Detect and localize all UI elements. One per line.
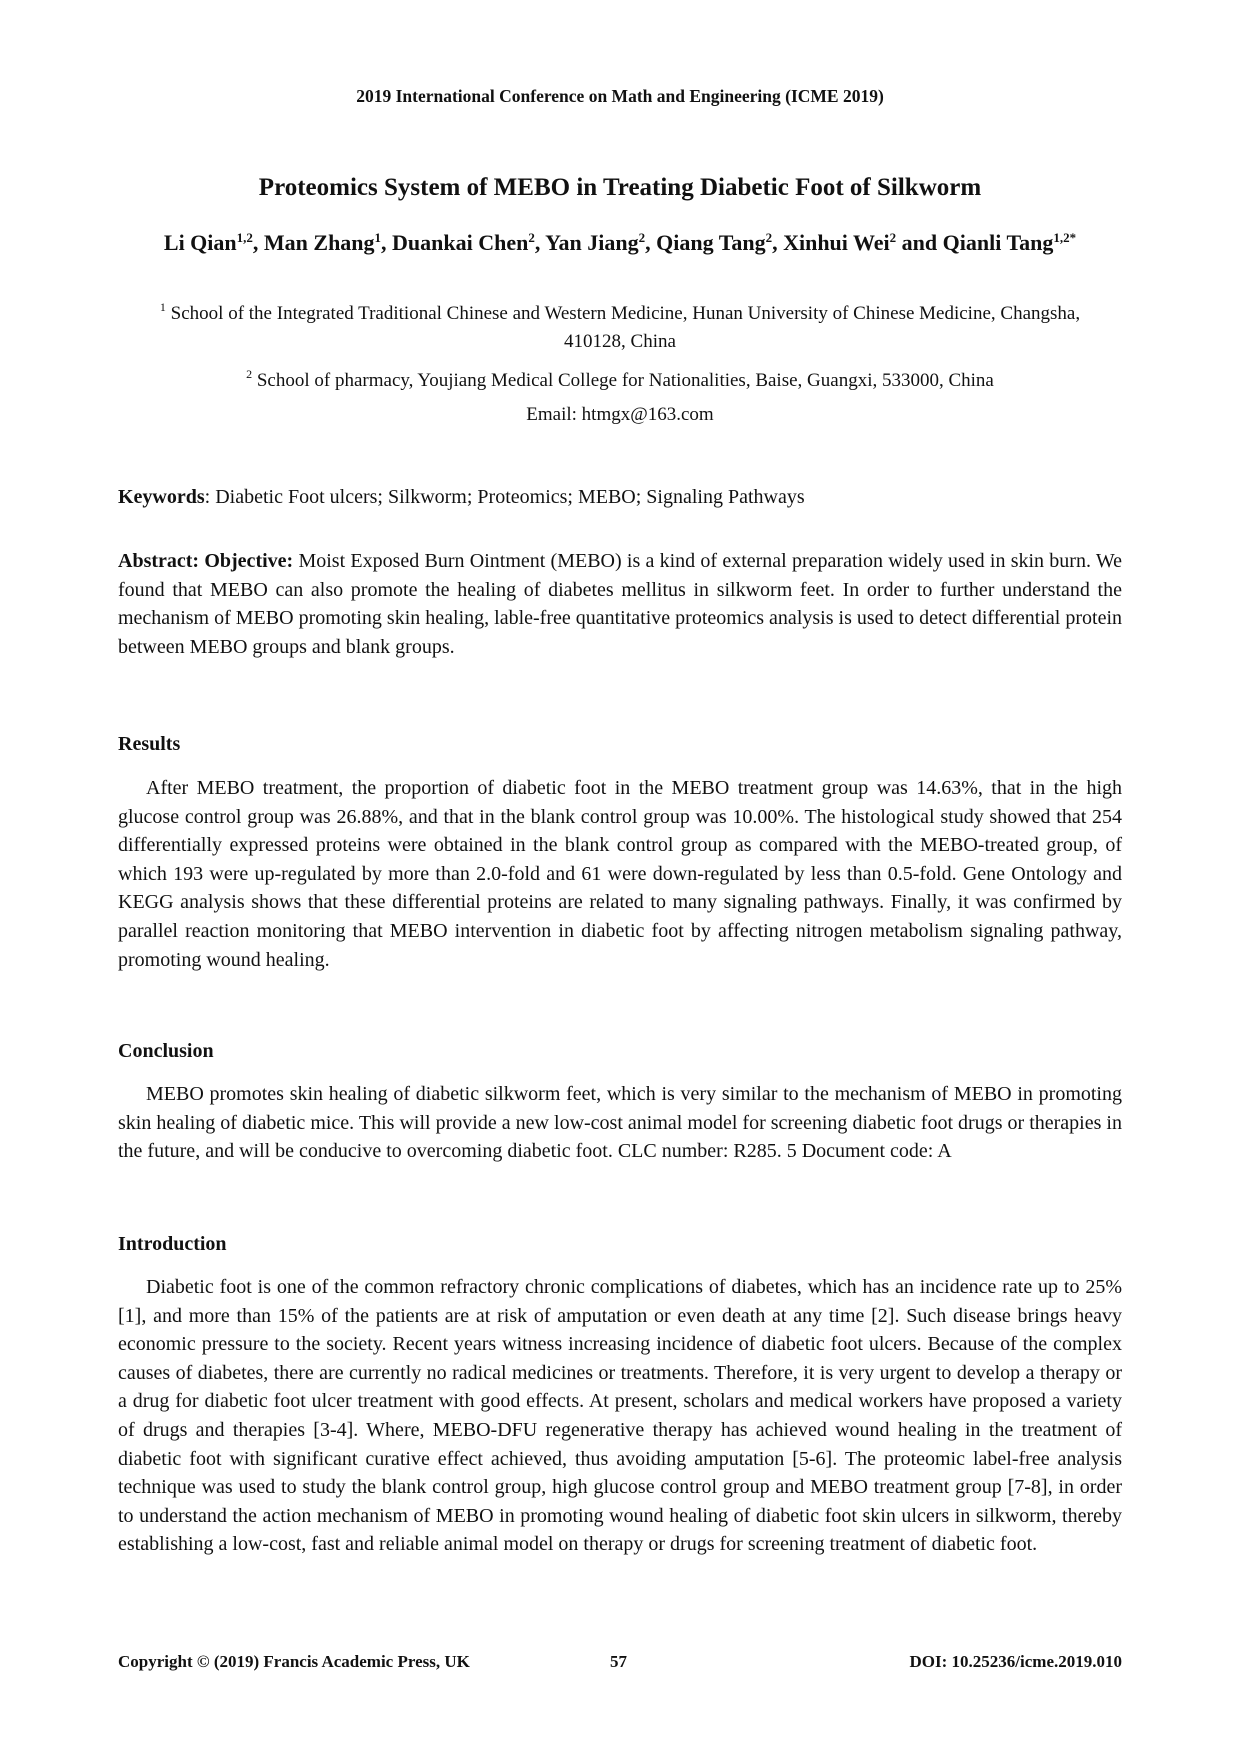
keywords: Keywords: Diabetic Foot ulcers; Silkworm; Proteomics; MEBO; Signaling Pathways [118, 486, 805, 508]
footer-doi: DOI: 10.25236/icme.2019.010 [909, 1652, 1122, 1671]
paper-title: Proteomics System of MEBO in Treating Diabetic Foot of Silkworm [258, 174, 982, 201]
abstract: Abstract: Objective: Moist Exposed Burn Ointment (MEBO) is a kind of external preparation widely used in skin burn. We found that MEBO can also promote the healing of diabetes mellitus in silkworm feet. In order to further understand the mechanism of MEBO promoting skin healing, lable-free quantitative proteomics analysis is used to detect differential protein between MEBO groups and blank groups. [118, 550, 1122, 658]
author: Qiang Tang$^2$, [656, 230, 784, 255]
conclusion-heading: Conclusion [118, 1040, 214, 1062]
author: Li Qian$^{1,2}$, [163, 230, 264, 255]
introduction-paragraph: Diabetic foot is one of the common refractory chronic complications of diabetes, which has an incidence rate up to 25% [1], and more than 15% of the patients are at risk of amputation or even death at any time [2]. Such disease brings heavy economic pressure to the society. Recent years witness increasing incidence of diabetic foot ulcers. Because of the complex causes of diabetes, there are currently no radical medicines or treatments. Therefore, it is very urgent to develop a therapy or a drug for diabetic foot ulcer treatment with good effects. At present, scholars and medical workers have proposed a variety of drugs and therapies [3-4]. Where, MEBO-DFU regenerative therapy has achieved wound healing in the treatment of diabetic foot with significant curative effect achieved, thus avoiding amputation [5-6]. The proteomic label-free analysis technique was used to study the blank control group, high glucose control group and MEBO treatment group [7-8], in order to understand the action mechanism of MEBO in promoting wound healing of diabetic foot skin ulcers in silkworm, thereby establishing a low-cost, fast and reliable animal model on therapy or drugs for screening treatment of diabetic foot. [118, 1276, 1122, 1556]
conference-header: 2019 International Conference on Math and Engineering (ICME 2019) [356, 86, 884, 106]
affiliation-1: $^1$ School of the Integrated Traditional Chinese and Western Medicine, Hunan University of Chinese Medicine, Changsha, 410128, China [159, 300, 1081, 352]
author: Man Zhang$^1$, [263, 230, 393, 255]
author: Xinhui Wei$^2$ and [783, 230, 943, 255]
author: Duankai Chen$^2$, [392, 230, 546, 255]
introduction-heading: Introduction [118, 1233, 227, 1255]
footer-page-number: 57 [610, 1652, 627, 1671]
author-list [125, 228, 1115, 258]
author: Yan Jiang$^2$, [545, 230, 657, 255]
email: Email: htmgx@163.com [526, 404, 714, 425]
results-heading: Results [118, 733, 181, 755]
results-paragraph: After MEBO treatment, the proportion of diabetic foot in the MEBO treatment group was 14.63%, that in the high glucose control group was 26.88%, and that in the blank control group was 10.00%. The histological study showed that 254 differentially expressed proteins were obtained in the blank control group as compared with the MEBO-treated group, of which 193 were up-regulated by more than 2.0-fold and 61 were down-regulated by less than 0.5-fold. Gene Ontology and KEGG analysis shows that these differential proteins are related to many signaling pathways. Finally, it was confirmed by parallel reaction monitoring that MEBO intervention in diabetic foot by affecting nitrogen metabolism signaling pathway, promoting wound healing. [118, 777, 1122, 971]
affiliation-2: $^2$ School of pharmacy, Youjiang Medical College for Nationalities, Baise, Guangxi, 533000, China [246, 367, 994, 391]
author: Qianli Tang$^{1,2*}$ [942, 230, 1077, 255]
footer-copyright: Copyright © (2019) Francis Academic Press, UK [118, 1652, 470, 1671]
conclusion-paragraph: MEBO promotes skin healing of diabetic silkworm feet, which is very similar to the mechanism of MEBO in promoting skin healing of diabetic mice. This will provide a new low-cost animal model for screening diabetic foot drugs or therapies in the future, and will be conducive to overcoming diabetic foot. CLC number: R285. 5 Document code: A [118, 1083, 1122, 1163]
